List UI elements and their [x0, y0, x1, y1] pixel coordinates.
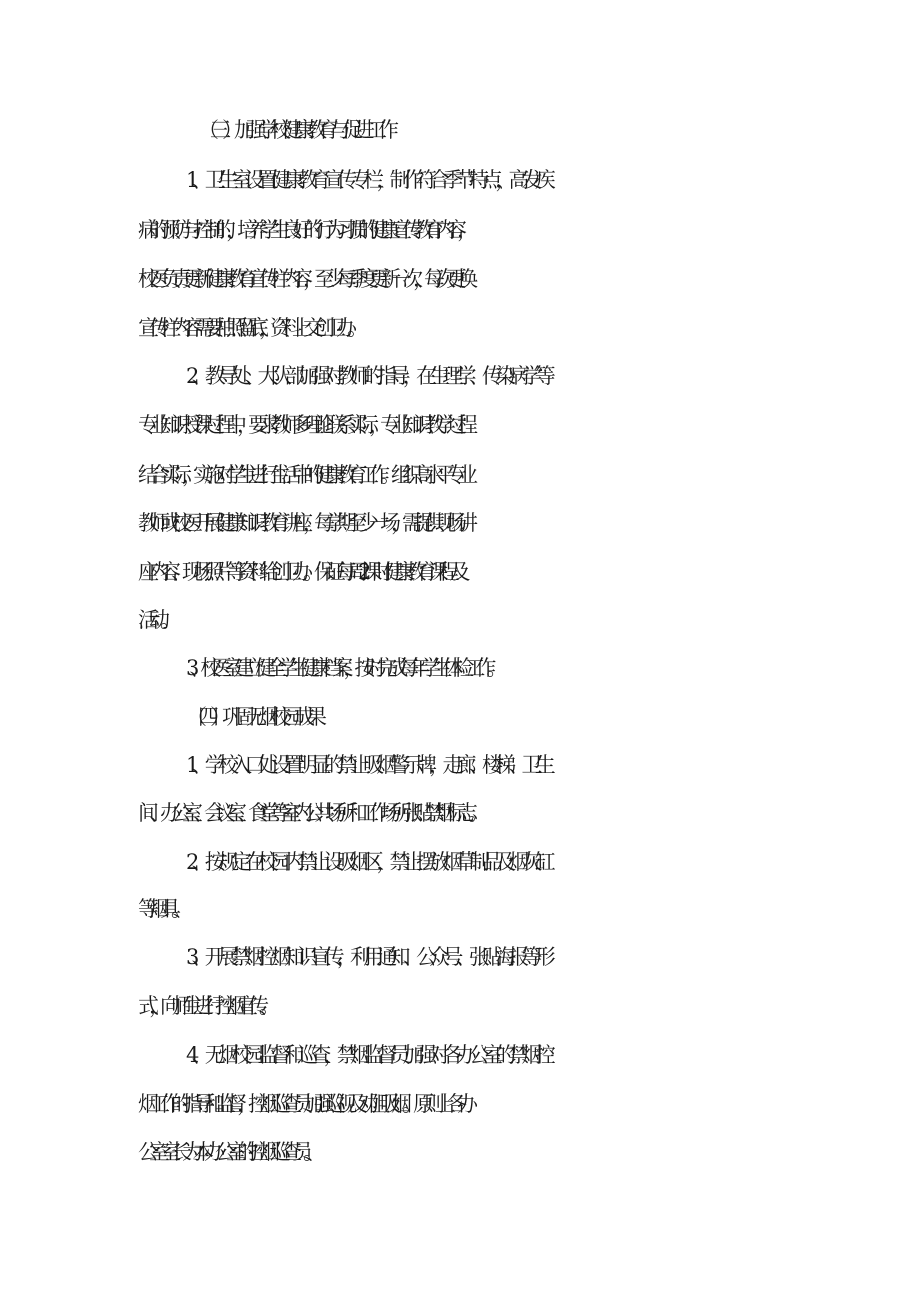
- paragraph-line: 烟工作的指导和监督，控烟巡查员加强巡视及劝阻吸烟。原则上各办: [138, 1092, 468, 1116]
- paragraph-line: 座内容、现场照片等资料给创卫办。保证每周2课时健康教育课程及: [138, 560, 461, 584]
- paragraph-line: 病的预防与控制的，培养学生良好的行为习惯的健康宣传教育内容，: [138, 218, 468, 242]
- paragraph-line: 3、开展禁烟控烟知识宣传，利用通知、公众号、张贴海报等形: [186, 945, 548, 969]
- section-3-heading: （三）加强学校健康教育与促进工作: [198, 118, 390, 142]
- paragraph-line: 1、卫生室设置健康教育宣传专栏，制作符合季节特点，高发疾: [186, 168, 548, 192]
- paragraph-line: 3、校医室建立健全学生健康档案，按时完成每年学生体检工作。: [186, 656, 498, 680]
- paragraph-line: 活动。: [138, 608, 171, 632]
- paragraph-line: 4、无烟校园监督和巡查，禁烟监督员加强对各办公室的禁烟控: [186, 1043, 548, 1067]
- paragraph-line: 等烟具。: [138, 897, 182, 921]
- paragraph-line: 宣传栏内容需要拍照留底，资料上交创卫办。: [138, 316, 358, 340]
- paragraph-line: 校医负责更新健康教育宣传栏内容，至少每季度更新一次，每次更换: [138, 267, 468, 291]
- paragraph-line: 专业知识授课过程中，要求教师多理论联系实际，专业知识教学过程: [138, 413, 468, 437]
- section-4-heading: （四）巩固无烟校园成果: [186, 705, 318, 729]
- paragraph-line: 公室室长为本办公室的控烟巡查员。: [138, 1140, 314, 1164]
- paragraph-line: 式，向师生进行控烟宣传。: [138, 994, 270, 1018]
- paragraph-line: 教师或校医开展健康知识教育讲座，每学期至少一场，需提供现场讲: [138, 511, 468, 535]
- paragraph-line: 结合实际，实施对学生进行生活中的健康教育工作。组织高水平专业: [138, 463, 468, 487]
- paragraph-line: 1、学校入口处设置明显的禁止吸烟警示牌，走廊、楼梯、卫生: [186, 753, 548, 777]
- paragraph-line: 间、办公室、会议室、食堂等室内公共场所和工作场所张贴禁烟标志。: [138, 801, 479, 825]
- paragraph-line: 2、教导处、大队部加强对教师的指导，在生理学、传染病学等: [186, 364, 548, 388]
- paragraph-line: 2、按规定在校园内禁止设吸烟区，禁止摆放烟草制品及烟灰缸: [186, 850, 548, 874]
